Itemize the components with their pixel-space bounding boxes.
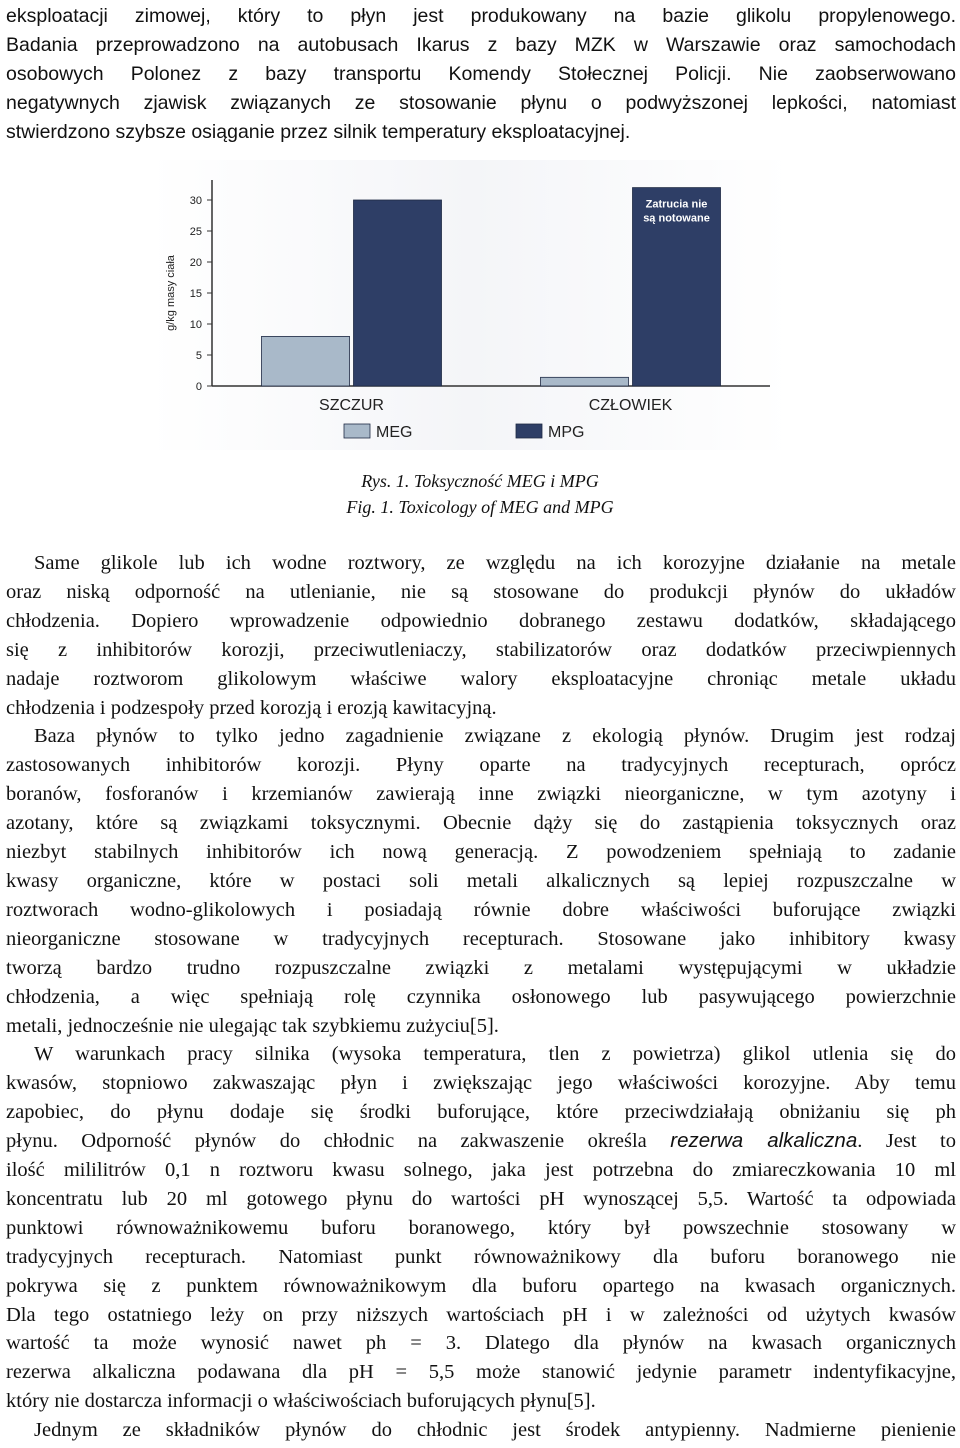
body-line: azotany, które są związkami toksycznymi. Obecnie dąży się do zastąpienia toksycznych oraz <box>6 812 956 835</box>
body-line: ilość mililitrów 0,1 n roztworu kwasu solnego, jaka jest potrzebna do zmiareczkowania 10 ml <box>6 1159 956 1182</box>
body-line: niezbyt stabilnych inhibitorów ich nową generacją. Z powodzeniem spełniają to zadanie <box>6 841 956 864</box>
bar-mpg-0 <box>354 200 442 386</box>
figure-caption-en: Fig. 1. Toxicology of MEG and MPG <box>346 497 614 517</box>
line-text: płynu. Odporność płynów do chłodnic na zakwaszenie określa <box>6 1130 671 1153</box>
body-line: W warunkach pracy silnika (wysoka temperatura, tlen z powietrza) glikol utlenia się do <box>34 1043 956 1066</box>
body-line: zastosowanych inhibitorów korozji. Płyny oparte na tradycyjnych recepturach, oprócz <box>6 754 956 777</box>
body-line: kwasów, stopniowo zakwaszając płyn i zwiększając jego właściwości korozyjne. Aby temu <box>6 1072 956 1095</box>
body-text <box>6 549 956 1445</box>
bar-annotation-line: Zatrucia nie <box>645 198 708 211</box>
body-line: koncentratu lub 20 ml gotowego płynu do wartości pH wynoszącej 5,5. Wartość ta odpowiada <box>6 1187 956 1210</box>
body-line: Jednym ze składników płynów do chłodnic jest środek antypienny. Nadmierne pienienie <box>34 1419 956 1442</box>
body-line: Same glikole lub ich wodne roztwory, ze względu na ich korozyjne działanie na metale <box>34 552 956 574</box>
y-tick-label: 25 <box>189 226 202 238</box>
y-tick-label: 10 <box>189 319 202 331</box>
body-line: nieorganiczne stosowane w tradycyjnych recepturach. Stosowane jako inhibitory kwasy <box>6 927 956 950</box>
body-line: nadaje roztworom glikolowym właściwe walory eksploatacyjne chroniąc metale układu <box>6 667 956 690</box>
y-tick-label: 30 <box>189 195 202 207</box>
y-tick-label: 20 <box>189 257 202 269</box>
figure-caption-pl: Rys. 1. Toksyczność MEG i MPG <box>361 471 599 491</box>
body-line: rezerwa alkaliczna podawana dla pH = 5,5 może stanowić jedynie parametr indentyfikacyjne, <box>6 1361 956 1384</box>
body-line: punktowi równoważnikowemu buforu boranowego, który był powszechnie stosowany w <box>6 1216 956 1239</box>
body-line: Baza płynów to tylko jedno zagadnienie związane z ekologią płynów. Drugim jest rodzaj <box>34 725 956 748</box>
bar-meg-0 <box>262 336 350 386</box>
intro-line: eksploatacji zimowej, który to płyn jest produkowany na bazie glikolu propylenowego. <box>6 5 956 27</box>
category-label: CZŁOWIEK <box>588 397 673 414</box>
intro-line: Badania przeprowadzono na autobusach Ikarus z bazy MZK w Warszawie oraz samochodach <box>6 34 956 56</box>
body-line: boranów, fosforanów i krzemianów zawierają inne związki nieorganiczne, w tym azotyny i <box>6 783 956 806</box>
body-line: który nie dostarcza informacji o właściwościach buforujących płynu[5]. <box>6 1390 596 1413</box>
toxicity-bar-chart <box>140 160 800 460</box>
intro-paragraph <box>6 2 956 147</box>
legend-label: MEG <box>376 424 413 441</box>
line-text: . Jest to <box>857 1130 956 1153</box>
body-line: zapobiec, do płynu dodaje się środki buforujące, które przeciwdziałają obniżaniu się ph <box>6 1101 956 1124</box>
legend-swatch-mpg <box>516 424 542 438</box>
y-tick-label: 5 <box>195 350 202 362</box>
y-tick-label: 0 <box>195 381 202 393</box>
intro-line: negatywnych zjawisk związanych ze stosowanie płynu o podwyższonej lepkości, natomiast <box>6 92 956 114</box>
body-line: chłodzenia, a więc spełniają rolę czynnika osłonowego lub pasywującego powierzchnie <box>6 985 956 1008</box>
legend-label: MPG <box>548 424 585 441</box>
body-line: Dla tego ostatniego leży on przy niższych wartościach pH i w zależności od użytych kwasów <box>6 1303 956 1326</box>
body-line: oraz niską odporność na utlenianie, nie są stosowane do produkcji płynów do układów <box>6 580 956 603</box>
y-axis-label: g/kg masy ciała <box>165 255 177 331</box>
body-line: roztworach wodno-glikolowych i posiadają równie dobre właściwości buforujące związki <box>6 898 956 921</box>
body-line: chłodzenia i podzespoły przed korozją i erozją kawitacyjną. <box>6 696 497 719</box>
body-line: pokrywa się z punktem równoważnikowym dla buforu opartego na kwasach organicznych. <box>6 1274 956 1297</box>
legend-swatch-meg <box>344 424 370 438</box>
intro-line: stwierdzono szybsze osiąganie przez silnik temperatury eksploatacyjnej. <box>6 121 631 143</box>
bar-annotation-line: są notowane <box>643 212 710 225</box>
intro-line: osobowych Polonez z bazy transportu Komendy Stołecznej Policji. Nie zaobserwowano <box>6 63 956 85</box>
body-line: tradycyjnych recepturach. Natomiast punkt równoważnikowy dla buforu boranowego nie <box>6 1245 956 1268</box>
body-line: się z inhibitorów korozji, przeciwutleniaczy, stabilizatorów oraz dodatków przeciwpiennych <box>6 638 956 661</box>
body-line: chłodzenia. Dopiero wprowadzenie odpowiednio dobranego zestawu dodatków, składającego <box>6 609 956 632</box>
body-line: kwasy organiczne, które w postaci soli metali alkalicznych są lepiej rozpuszczalne w <box>6 869 956 892</box>
emphasized-term: rezerwa alkaliczna <box>670 1129 858 1153</box>
body-line: wartość ta może wynosić nawet ph = 3. Dlatego dla płynów na kwasach organicznych <box>6 1332 956 1355</box>
body-line: metali, jednocześnie nie ulegając tak szybkiemu zużyciu[5]. <box>6 1014 499 1037</box>
category-label: SZCZUR <box>319 397 384 414</box>
bar-meg-1 <box>541 377 629 386</box>
y-tick-label: 15 <box>189 288 202 300</box>
body-line <box>6 1127 956 1156</box>
body-line: tworzą bardzo trudno rozpuszczalne związki z metalami występującymi w układzie <box>6 956 956 979</box>
